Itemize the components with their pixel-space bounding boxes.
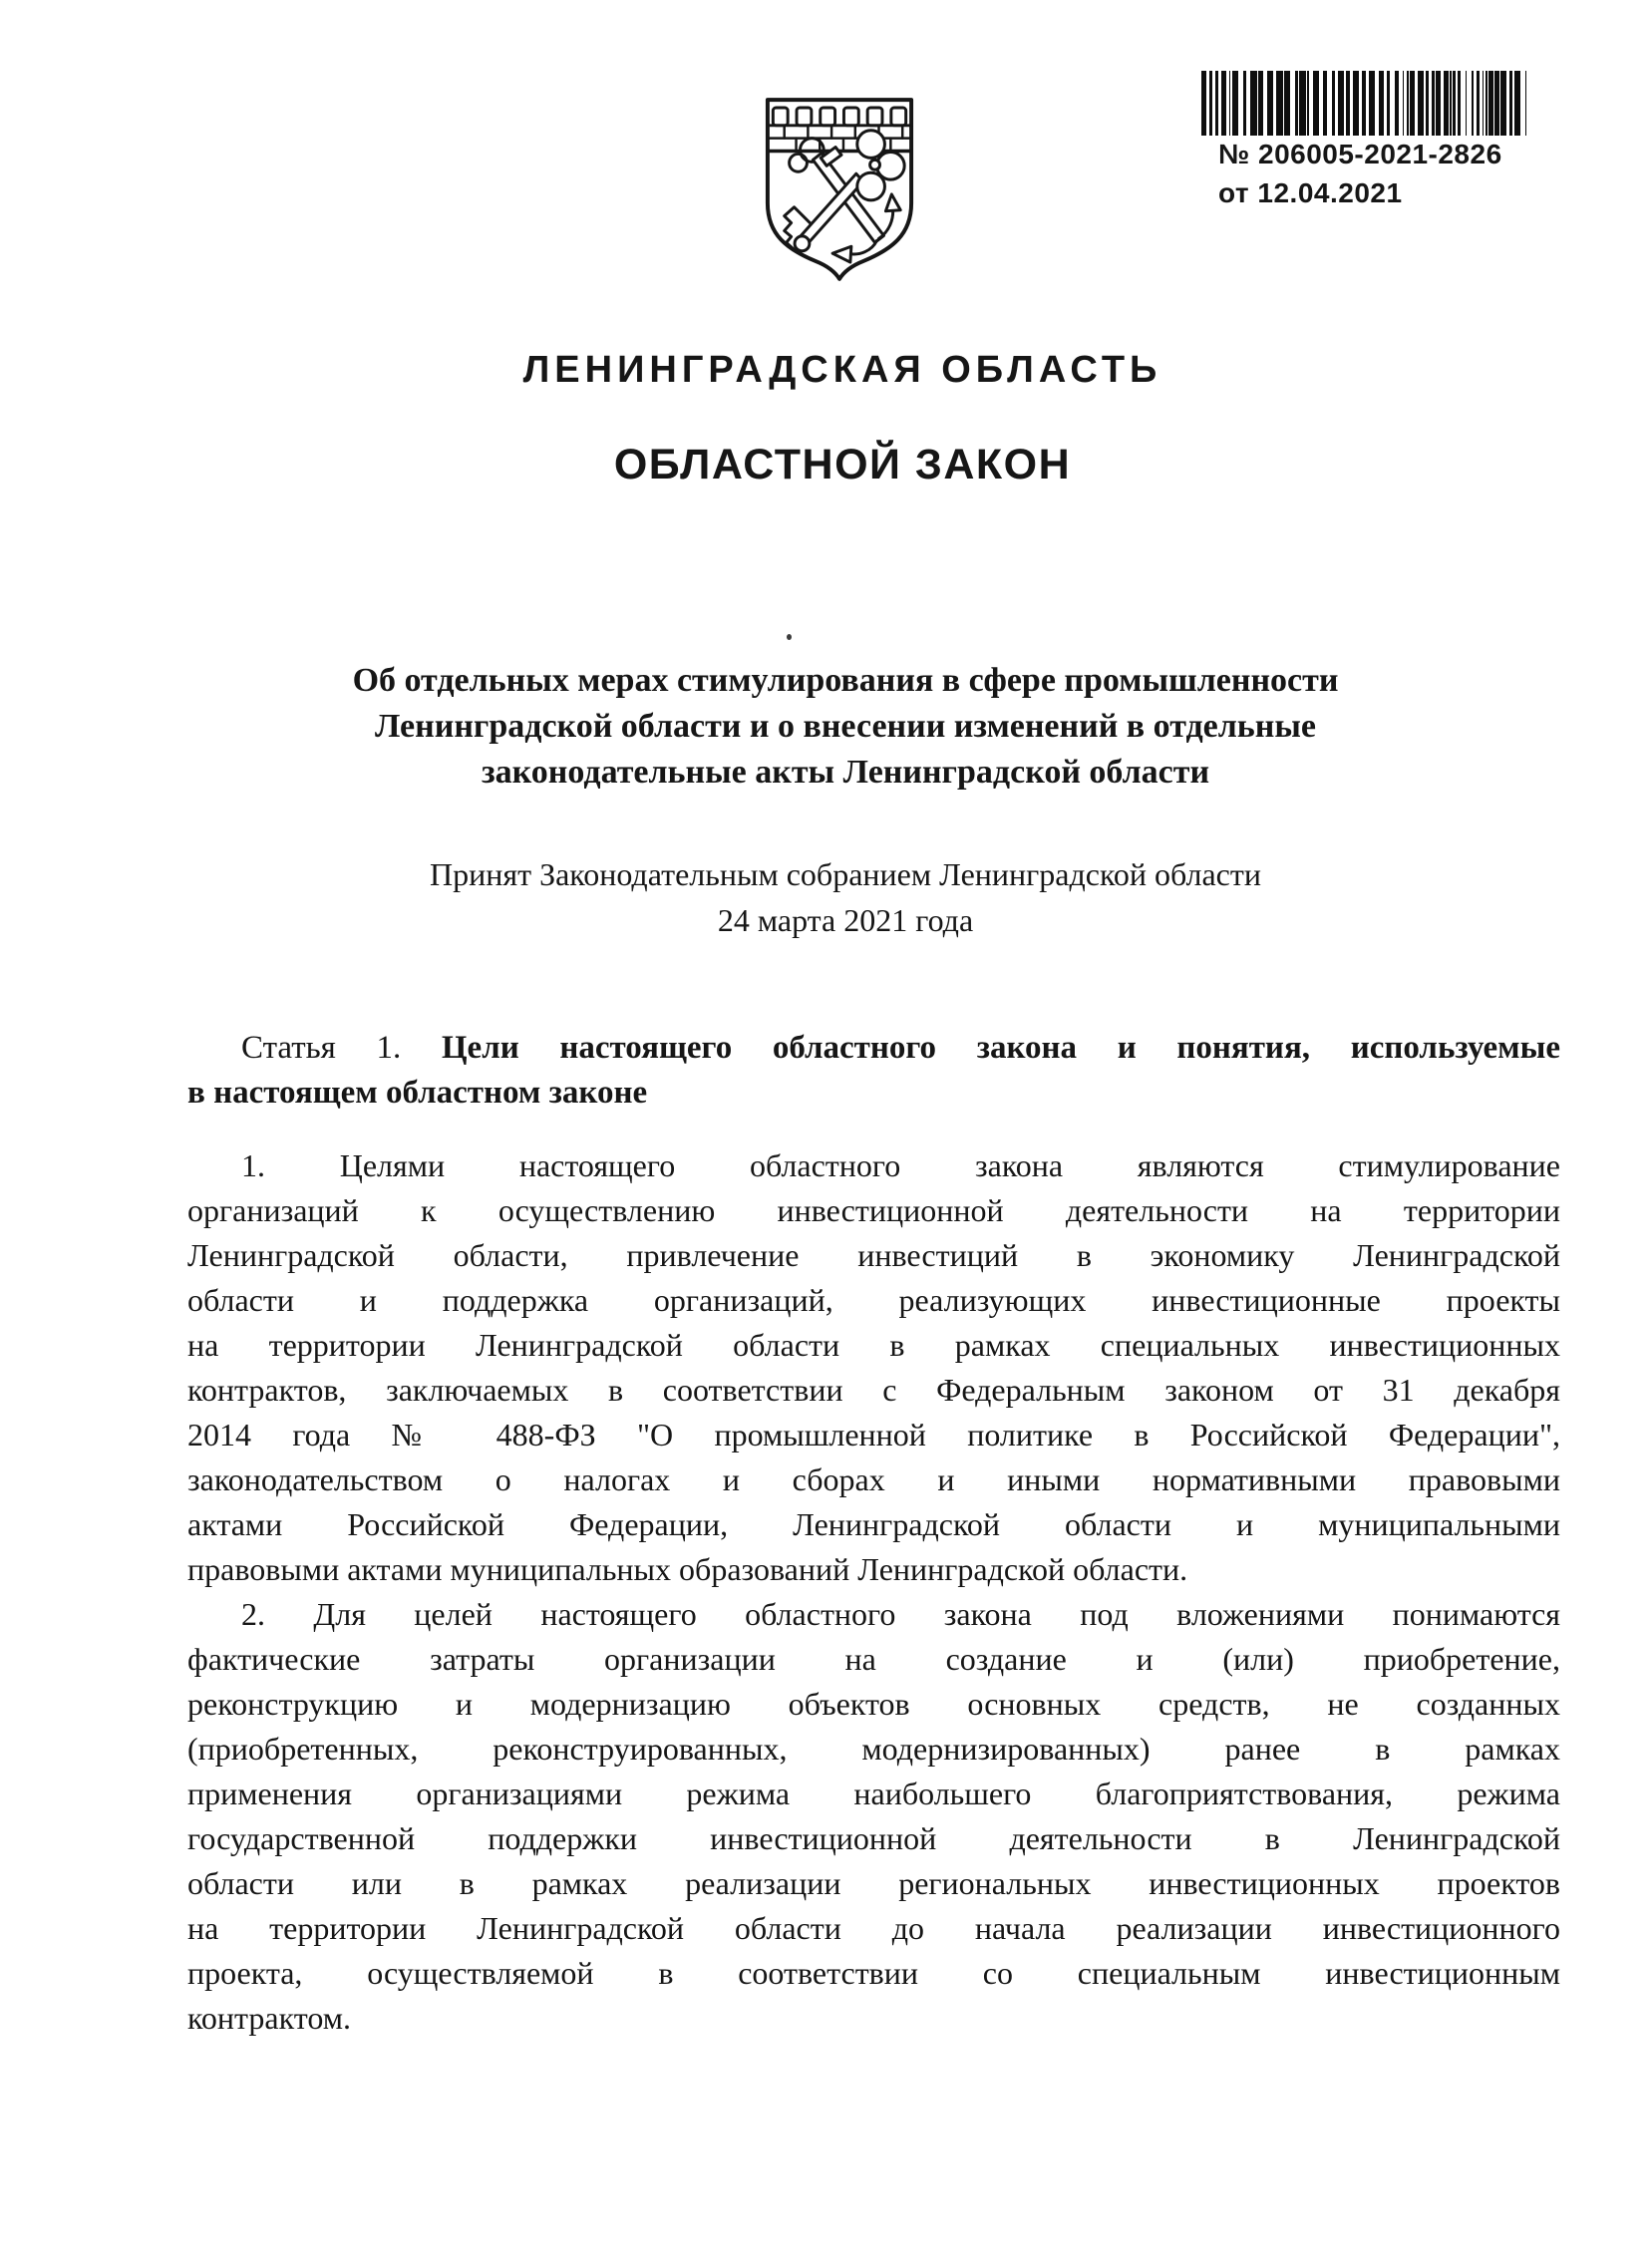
article-1-heading-line: в настоящем областном законе <box>187 1075 648 1111</box>
text-line: контрактом. <box>187 2000 351 2036</box>
text-line: законодательством о налогах и сборах и иными нормативными правовыми <box>187 1461 1560 1497</box>
text-line: области и поддержка организаций, реализующих инвестиционные проекты <box>187 1282 1560 1318</box>
text-line: фактические затраты организации на создание и (или) приобретение, <box>187 1641 1560 1677</box>
text-line: на территории Ленинградской области в рамках специальных инвестиционных <box>187 1327 1560 1363</box>
text-line: (приобретенных, реконструированных, модернизированных) ранее в рамках <box>187 1731 1560 1767</box>
text-line: контрактов, заключаемых в соответствии с Федеральным законом от 31 декабря <box>187 1372 1560 1408</box>
document-type-title: ОБЛАСТНОЙ ЗАКОН <box>613 441 1072 488</box>
text-line: применения организациями режима наибольшего благоприятствования, режима <box>187 1776 1560 1811</box>
article-heading-bold: Цели настоящего областного закона и понятия, используемые <box>441 1030 1560 1066</box>
law-title-line: законодательные акты Ленинградской области <box>481 754 1210 791</box>
stamp-number: № 206005-2021-2826 <box>1218 139 1502 169</box>
adoption-note <box>187 851 1503 943</box>
stamp-date: от 12.04.2021 <box>1218 177 1403 208</box>
article-1 <box>187 1026 1560 2041</box>
barcode <box>1201 71 1528 136</box>
text-line: 2014 года № 488-ФЗ "О промышленной политике в Российской Федерации", <box>187 1417 1560 1453</box>
article-label: Статья 1. <box>241 1030 402 1066</box>
text-line: актами Российской Федерации, Ленинградской области и муниципальными <box>187 1506 1560 1542</box>
text-line: на территории Ленинградской области до начала реализации инвестиционного <box>187 1910 1560 1946</box>
text-line: 1. Целями настоящего областного закона являются стимулирование <box>241 1147 1560 1183</box>
leningrad-oblast-coat-of-arms-icon <box>761 94 918 285</box>
text-line: 2. Для целей настоящего областного закона под вложениями понимаются <box>241 1596 1560 1632</box>
text-line: проекта, осуществляемой в соответствии со специальным инвестиционным <box>187 1955 1560 1991</box>
text-line: Ленинградской области, привлечение инвестиций в экономику Ленинградской <box>187 1237 1560 1273</box>
text-line: правовыми актами муниципальных образований Ленинградской области. <box>187 1551 1188 1587</box>
law-title-line: Об отдельных мерах стимулирования в сфере промышленности <box>352 662 1339 699</box>
adoption-line: Принят Законодательным собранием Ленинградской области <box>430 856 1261 892</box>
adoption-line: 24 марта 2021 года <box>717 902 974 938</box>
law-title-line: Ленинградской области и о внесении изменений в отдельные <box>374 708 1317 745</box>
region-header: ЛЕНИНГРАДСКАЯ ОБЛАСТЬ <box>522 349 1162 391</box>
text-line: области или в рамках реализации региональных инвестиционных проектов <box>187 1865 1560 1901</box>
text-line: реконструкцию и модернизацию объектов основных средств, не созданных <box>187 1686 1560 1722</box>
text-line: государственной поддержки инвестиционной деятельности в Ленинградской <box>187 1820 1560 1856</box>
ink-speck <box>787 634 792 640</box>
law-title <box>187 658 1503 796</box>
text-line: организаций к осуществлению инвестиционной деятельности на территории <box>187 1192 1560 1228</box>
article-1-heading-line <box>187 1026 1560 1071</box>
